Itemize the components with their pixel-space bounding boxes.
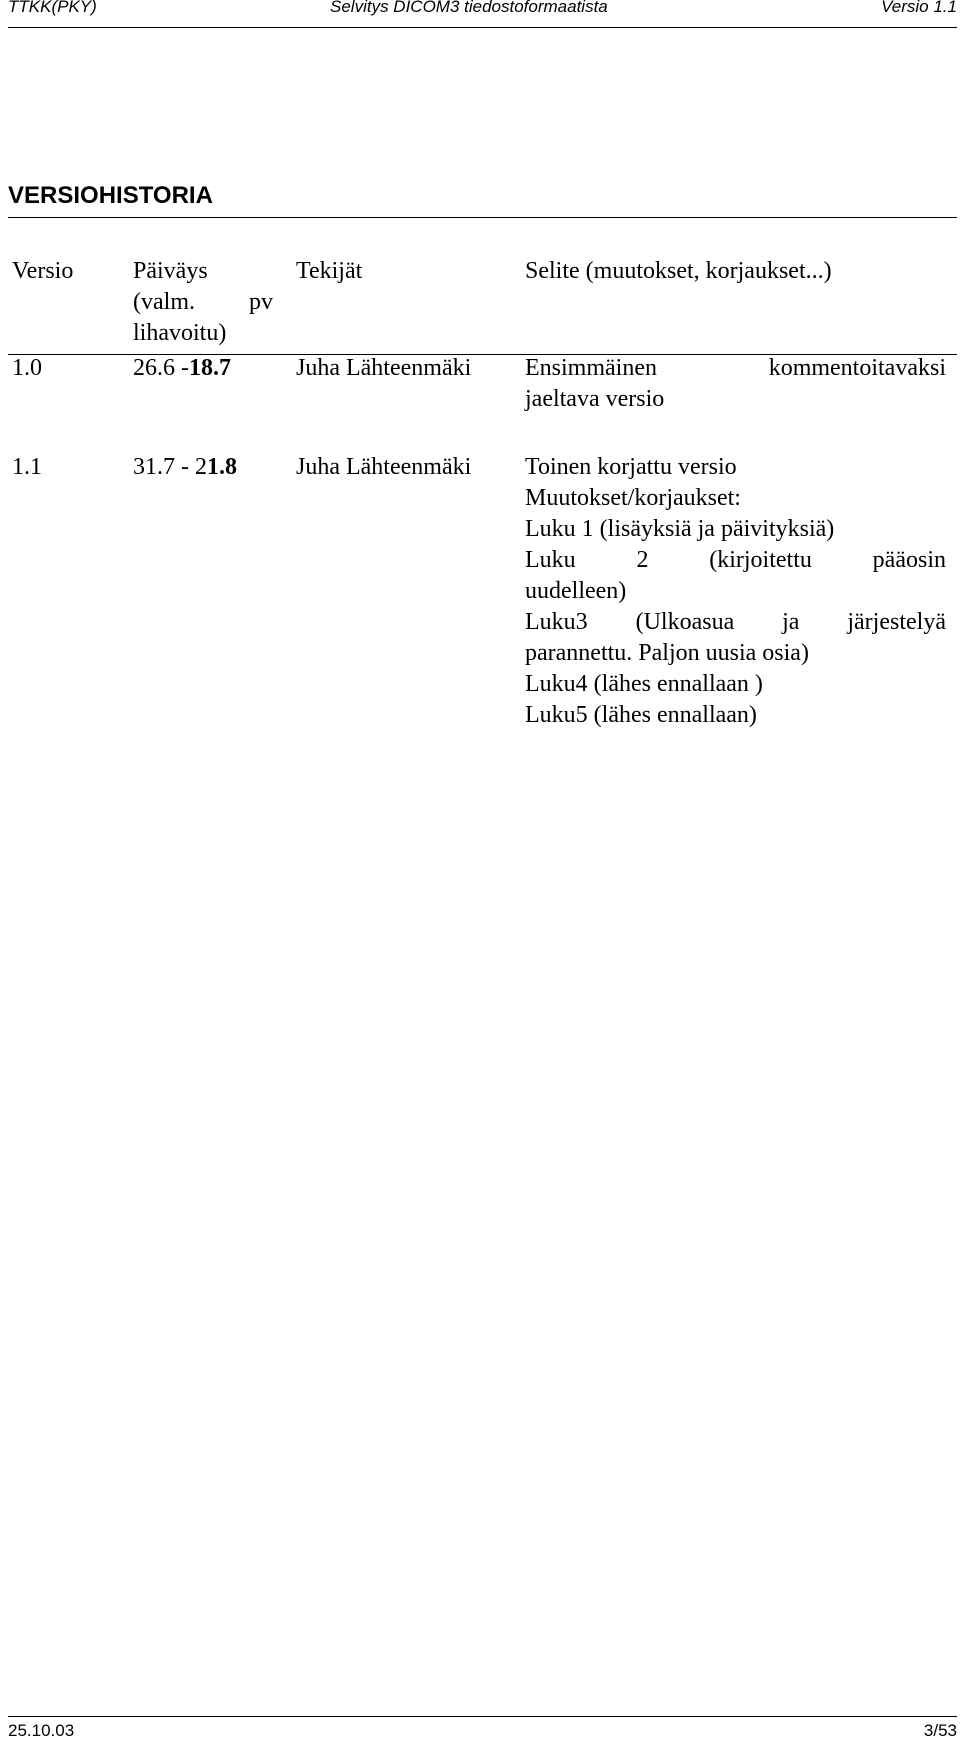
header-document-title: Selvitys DICOM3 tiedostoformaatista xyxy=(330,0,608,16)
row-author: Juha Lähteenmäki xyxy=(296,355,472,381)
column-header-version: Versio xyxy=(12,258,74,284)
footer-page-number: 3/53 xyxy=(923,1721,957,1740)
row-description: Ensimmäinen kommentoitavaksi jaeltava versio xyxy=(525,355,946,412)
row-description: Toinen korjattu versio Muutokset/korjaukset: Luku 1 (lisäyksiä ja päivityksiä) Luku 2 (kirjoitettu pääosin uudelleen) Luku3 (Ulkoasua ja järjestelyä parannettu. Paljon uusia osia) Luku4 (lähes ennallaan ) Luku5 (lähes ennallaan) xyxy=(525,454,946,728)
section-title: VERSIOHISTORIA xyxy=(8,182,213,209)
page-footer xyxy=(8,1716,957,1744)
title-divider xyxy=(8,217,957,218)
page-header xyxy=(8,0,957,28)
column-header-date-label: Päiväys xyxy=(133,258,208,284)
header-organization: TTKK(PKY) xyxy=(8,0,97,16)
header-version: Versio 1.1 xyxy=(881,0,957,16)
column-header-date: Päiväys (valm. pv lihavoitu) xyxy=(133,258,273,346)
row-author: Juha Lähteenmäki xyxy=(296,454,472,480)
footer-date: 25.10.03 xyxy=(8,1721,75,1740)
row-version: 1.0 xyxy=(12,355,42,381)
row-date: 26.6 -18.7 xyxy=(133,355,231,381)
column-header-description: Selite (muutokset, korjaukset...) xyxy=(525,258,832,284)
row-version: 1.1 xyxy=(12,454,42,480)
column-header-authors: Tekijät xyxy=(296,258,363,284)
row-date: 31.7 - 21.8 xyxy=(133,454,237,480)
column-header-date-note: (valm. pv xyxy=(133,289,273,315)
